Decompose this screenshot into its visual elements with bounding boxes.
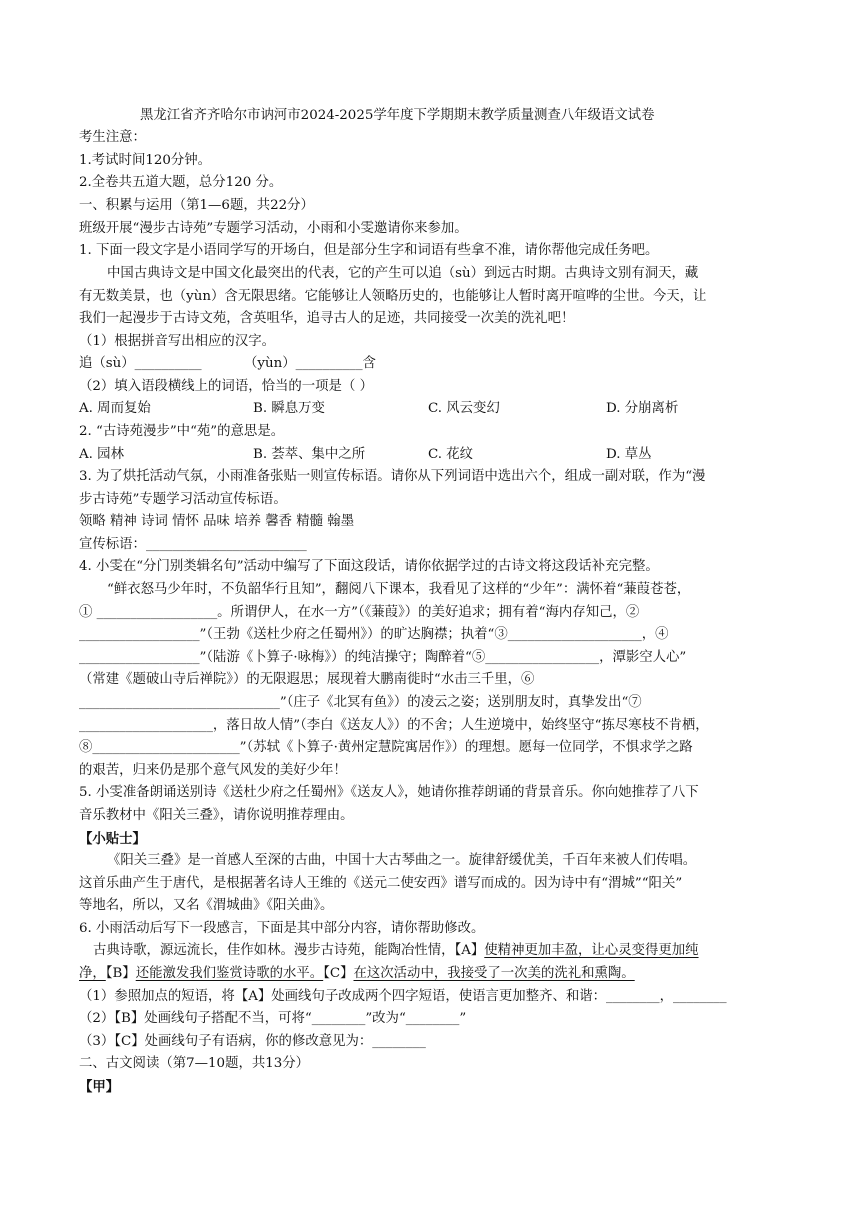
q1-option-d: D. 分崩离析 [606, 401, 679, 416]
q6-sub2: （2）【B】处画线句子搭配不当，可将“________”改为“________” [79, 1011, 467, 1026]
q5-tip-line: 等地名，所以，又名《渭城曲》《阳关曲》。 [79, 898, 334, 913]
q1-sub1: （1）根据拼音写出相应的汉字。 [79, 334, 275, 349]
q6-passage-line-1 [93, 940, 699, 963]
q2-option-b: B. 荟萃、集中之所 [253, 447, 366, 462]
q6-passage-text: 古典诗歌，源远流长，佳作如林。漫步古诗苑，能陶冶性情，【A】 [93, 943, 485, 958]
note-1: 1.考试时间120分钟。 [79, 153, 212, 168]
q5-tip-line: 《阳关三叠》是一首感人至深的古曲，中国十大古琴曲之一。旋律舒缓优美，千百年来被人们传唱。 [107, 853, 697, 868]
note-2: 2.全卷共五道大题，总分120 分。 [79, 175, 283, 190]
section-2-jia: 【甲】 [79, 1079, 120, 1095]
q4-passage-line: ______________________________”（庄子《北冥有鱼》）的凌云之姿；送别朋友时，真挚发出“⑦ [79, 695, 642, 710]
q5-stem-line: 音乐教材中《阳关三叠》，请你说明推荐理由。 [79, 808, 354, 823]
q1-passage-line: 中国古典诗文是中国文化最突出的代表，它的产生可以追（sù）到远古时期。古典诗文别有洞天，藏 [107, 266, 699, 281]
q4-passage-line: “鲜衣怒马少年时，不负韶华行且知”，翻阅八下课本，我看见了这样的“少年”：满怀着“蒹葭苍苍， [107, 582, 691, 597]
exam-title: 黑龙江省齐齐哈尔市讷河市2024-2025学年度下学期期末教学质量测查八年级语文试卷 [140, 108, 655, 123]
q4-stem: 4. 小雯在“分门别类辑名句”活动中编写了下面这段话，请你依据学过的古诗文将这段话补充完整。 [79, 559, 659, 574]
q1-passage-line: 有无数美景，也（yùn）含无限思绪。它能够让人领略历史的，也能够让人暂时离开喧哗的尘世。今天，让 [79, 289, 707, 304]
section-1-intro: 班级开展“漫步古诗苑”专题学习活动，小雨和小雯邀请你来参加。 [79, 221, 468, 236]
q3-word-list: 领略 精神 诗词 情怀 品味 培养 馨香 精髓 翰墨 [79, 514, 355, 529]
q3-stem-line: 步古诗苑”专题学习活动宣传标语。 [79, 492, 287, 507]
q6-sub3: （3）【C】处画线句子有语病，你的修改意见为：________ [79, 1034, 426, 1049]
q1-sub2: （2）填入语段横线上的词语，恰当的一项是（ ） [79, 379, 373, 394]
q1-sub1-blank-b: （yùn）__________含 [244, 356, 376, 371]
q5-tip-line: 这首乐曲产生于唐代，是根据著名诗人王维的《送元二使安西》谱写而成的。因为诗中有“渭城”“阳关” [79, 876, 683, 891]
q6-sub1: （1）参照加点的短语，将【A】处画线句子改成两个四字短语，使语言更加整齐、和谐：________，________ [79, 989, 727, 1004]
q1-stem: 1. 下面一段文字是小语同学写的开场白，但是部分生字和词语有些拿不准，请你帮他完成任务吧。 [79, 243, 659, 258]
q6-underlined-a: 使精神更加丰盈，让心灵变得更加纯 [484, 943, 699, 958]
q6-stem: 6. 小雨活动后写下一段感言，下面是其中部分内容，请你帮助修改。 [79, 921, 485, 936]
q2-option-a: A. 园林 [79, 447, 124, 462]
notes-heading: 考生注意： [79, 130, 146, 145]
q4-passage-line: __________________”（陆游《卜算子·咏梅》）的纯洁操守；陶醉着“⑤_________________，潭影空人心” [79, 650, 687, 665]
q2-stem: 2. “古诗苑漫步”中“苑”的意思是。 [79, 424, 285, 439]
q1-option-b: B. 瞬息万变 [253, 401, 325, 416]
q1-option-a: A. 周而复始 [79, 401, 151, 416]
q4-passage-line: （常建《题破山寺后禅院》）的无限遐思；展现着大鹏南徙时“水击三千里，⑥ [79, 672, 535, 687]
q5-tip-heading: 【小贴士】 [79, 831, 146, 847]
q6-passage-line-2 [79, 963, 635, 986]
q5-stem-line: 5. 小雯准备朗诵送别诗《送杜少府之任蜀州》《送友人》，她请你推荐朗诵的背景音乐。你向她推荐了八下 [79, 785, 699, 800]
q1-option-c: C. 风云变幻 [428, 401, 500, 416]
q1-sub1-blank-a: 追（sù）__________ [79, 356, 202, 371]
section-2-heading: 二、古文阅读（第7—10题，共13分） [79, 1056, 310, 1071]
q3-slogan-blank: 宣传标语：________________________ [79, 537, 307, 552]
q2-option-c: C. 花纹 [428, 447, 474, 462]
q4-passage-line: 的艰苦，归来仍是那个意气风发的美好少年！ [79, 763, 347, 778]
q6-mark-c: 【C】 [323, 966, 354, 981]
q4-passage-line: ⑧______________________”（苏轼《卜算子·黄州定慧院寓居作》）的理想。愿每一位同学，不惧求学之路 [79, 740, 693, 755]
q4-passage-line: __________________”（王勃《送杜少府之任蜀州》）的旷达胸襟；执着“③____________________，④ [79, 627, 669, 642]
q1-passage-line: 我们一起漫步于古诗文苑，含英咀华，追寻古人的足迹，共同接受一次美的洗礼吧！ [79, 311, 575, 326]
q3-stem-line: 3. 为了烘托活动气氛，小雨准备张贴一则宣传标语。请你从下列词语中选出六个，组成一副对联，作为“漫 [79, 469, 706, 484]
q4-passage-line: ① __________________。所谓伊人，在水一方”（《蒹葭》）的美好追求；拥有着“海内存知己，② [79, 605, 640, 620]
q6-mark-b: 【B】 [105, 966, 136, 981]
q6-underlined-a-end: 净， [79, 966, 106, 981]
section-1-heading: 一、积累与运用（第1—6题，共22分） [79, 198, 314, 213]
q2-option-d: D. 草丛 [606, 447, 652, 462]
q4-passage-line: ____________________，落日故人情”（李白《送友人》）的不舍；人生逆境中，始终坚守“拣尽寒枝不肯栖， [79, 718, 709, 733]
q6-underlined-b: 还能激发我们鉴赏诗歌的水平。 [135, 966, 324, 981]
q6-underlined-c: 在这次活动中，我接受了一次美的洗礼和熏陶。 [353, 966, 635, 981]
